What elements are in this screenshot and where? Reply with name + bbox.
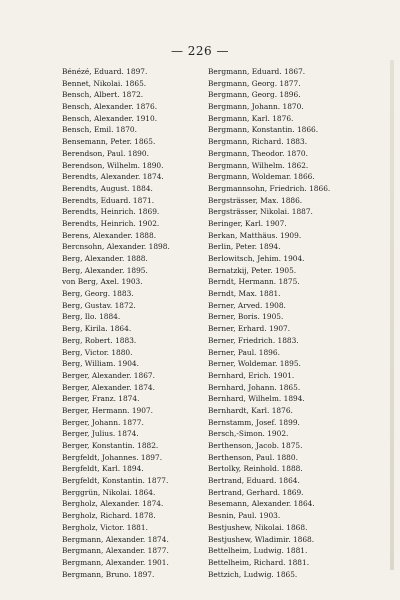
list-item: Bergholz, Richard. 1878. — [62, 511, 156, 521]
list-item: Berlin, Peter. 1894. — [208, 242, 281, 252]
list-item: Bergmann, Alexander. 1874. — [62, 534, 169, 544]
list-item: Bergmann, Eduard. 1867. — [208, 67, 306, 76]
list-item: Bernhardt, Karl. 1876. — [208, 405, 293, 415]
list-item: Bettelheim, Ludwig. 1881. — [208, 546, 308, 556]
list-item: Berner, Woldemar. 1895. — [208, 359, 301, 369]
list-item: Berg, Alexander. 1888. — [62, 254, 148, 263]
list-item: Berkan, Matthäus. 1909. — [208, 230, 302, 240]
list-item: Bernhard, Johann. 1865. — [208, 382, 301, 392]
list-item: Bergsträsser, Nikolai. 1887. — [208, 207, 313, 217]
list-item: Berger, Konstantin. 1882. — [62, 441, 159, 450]
list-item: Bettzich, Ludwig. 1865. — [208, 569, 298, 579]
list-item: Berg, Ilo. 1884. — [62, 312, 121, 322]
list-item: von Berg, Axel. 1903. — [62, 277, 143, 287]
list-item: Bergfeldt, Konstantin. 1877. — [62, 476, 169, 486]
list-item: Bergmann, Richard. 1883. — [208, 137, 308, 147]
list-item: Berger, Hermann. 1907. — [62, 405, 154, 415]
list-item: Bensch, Albert. 1872. — [62, 90, 144, 100]
list-item: Bergmann, Konstantin. 1866. — [208, 125, 319, 135]
list-item: Berner, Arved. 1908. — [208, 300, 286, 310]
list-item: Berg, Kirila. 1864. — [62, 324, 132, 334]
list-item: Bénézé, Eduard. 1897. — [62, 67, 148, 76]
list-item: Bergmann, Georg. 1877. — [208, 78, 301, 88]
list-item: Bergholz, Victor. 1881. — [62, 522, 148, 532]
list-item: Berggrün, Nikolai. 1864. — [62, 487, 156, 497]
list-item: Bergsträsser, Max. 1886. — [208, 195, 303, 205]
list-item: Beringer, Karl. 1907. — [208, 218, 287, 228]
list-item: Berner, Paul. 1896. — [208, 347, 280, 357]
list-item: Besnin, Paul. 1903. — [208, 511, 281, 521]
list-item: Bergmann, Johann. 1870. — [208, 102, 304, 112]
list-item: Bensch, Alexander. 1910. — [62, 113, 158, 123]
list-item: Berger, Alexander. 1874. — [62, 382, 155, 392]
list-item: Berg, Alexander. 1895. — [62, 265, 148, 275]
list-item: Berg, Victor. 1880. — [62, 347, 133, 357]
list-item: Berendts, Eduard. 1871. — [62, 195, 155, 205]
left-column — [62, 66, 192, 580]
list-item: Berens, Alexander. 1888. — [62, 230, 157, 240]
list-item: Berger, Franz. 1874. — [62, 394, 140, 404]
list-item: Bettelheim, Richard. 1881. — [208, 557, 310, 567]
list-item: Bergmann, Woldemar. 1866. — [208, 172, 315, 182]
list-item: Bergholz, Alexander. 1874. — [62, 499, 164, 509]
list-item: Berendts, Alexander. 1874. — [62, 172, 164, 182]
list-item: Berg, Georg. 1883. — [62, 289, 134, 299]
list-item: Bersch,-Simon. 1902. — [208, 429, 289, 439]
list-item: Bergmann, Georg. 1896. — [208, 90, 301, 100]
list-item: Bergmann, Alexander. 1901. — [62, 557, 169, 567]
list-item: Berthenson, Jacob. 1875. — [208, 441, 303, 450]
right-column — [208, 66, 358, 580]
list-item: Berendts, Heinrich. 1902. — [62, 218, 160, 228]
list-item: Besemann, Alexander. 1864. — [208, 499, 315, 509]
list-item: Bestjushew, Nikolai. 1868. — [208, 522, 308, 532]
list-item: Bergmann, Karl. 1876. — [208, 113, 294, 123]
list-item: Berendson, Wilhelm. 1890. — [62, 160, 164, 170]
list-item: Berthenson, Paul. 1880. — [208, 452, 298, 462]
list-item: Bergfeldt, Karl. 1894. — [62, 464, 144, 474]
list-item: Bercnsohn, Alexander. 1898. — [62, 242, 170, 252]
page-edge-shadow — [390, 60, 394, 570]
list-item: Bergmann, Wilhelm. 1862. — [208, 160, 309, 170]
list-item: Berger, Julius. 1874. — [62, 429, 139, 439]
list-item: Berg, William. 1904. — [62, 359, 139, 369]
list-item: Berger, Johann. 1877. — [62, 417, 144, 427]
list-item: Berendson, Paul. 1890. — [62, 148, 149, 158]
list-item: Bensemann, Peter. 1865. — [62, 137, 156, 147]
list-item: Berner, Friedrich. 1883. — [208, 335, 299, 345]
list-item: Bernhard, Wilhelm. 1894. — [208, 394, 305, 404]
list-item: Berlowitsch, Jehim. 1904. — [208, 254, 305, 263]
list-item: Bestjushew, Wladimir. 1868. — [208, 534, 315, 544]
list-item: Bergmannsohn, Friedrich. 1866. — [208, 183, 331, 193]
list-item: Berg, Gustav. 1872. — [62, 300, 136, 310]
list-item: Berndt, Max. 1881. — [208, 289, 281, 299]
list-item: Bergmann, Alexander. 1877. — [62, 546, 169, 556]
list-item: Bertolky, Reinhold. 1888. — [208, 464, 303, 474]
list-item: Berg, Robert. 1883. — [62, 335, 137, 345]
page-number: — 226 — — [170, 44, 230, 58]
list-item: Berger, Alexander. 1867. — [62, 370, 155, 380]
list-item: Berendts, Heinrich. 1869. — [62, 207, 160, 217]
list-item: Berndt, Hermann. 1875. — [208, 277, 300, 287]
list-item: Bennet, Nikolai. 1865. — [62, 78, 147, 88]
list-item: Bernatzkij, Peter. 1905. — [208, 265, 297, 275]
list-item: Bergmann, Bruno. 1897. — [62, 569, 155, 579]
list-item: Bergmann, Theodor. 1870. — [208, 148, 308, 158]
list-item: Berendts, August. 1884. — [62, 183, 153, 193]
list-item: Bergfeldt, Johannes. 1897. — [62, 452, 163, 462]
list-item: Bensch, Alexander. 1876. — [62, 102, 158, 112]
list-item: Bertrand, Gerhard. 1869. — [208, 487, 304, 497]
list-item: Bertrand, Eduard. 1864. — [208, 476, 300, 486]
list-item: Berner, Erhard. 1907. — [208, 324, 291, 334]
list-item: Bernstamm, Josef. 1899. — [208, 417, 300, 427]
list-item: Bernhard, Erich. 1901. — [208, 370, 295, 380]
list-item: Bensch, Emil. 1870. — [62, 125, 137, 135]
list-item: Berner, Boris. 1905. — [208, 312, 284, 322]
